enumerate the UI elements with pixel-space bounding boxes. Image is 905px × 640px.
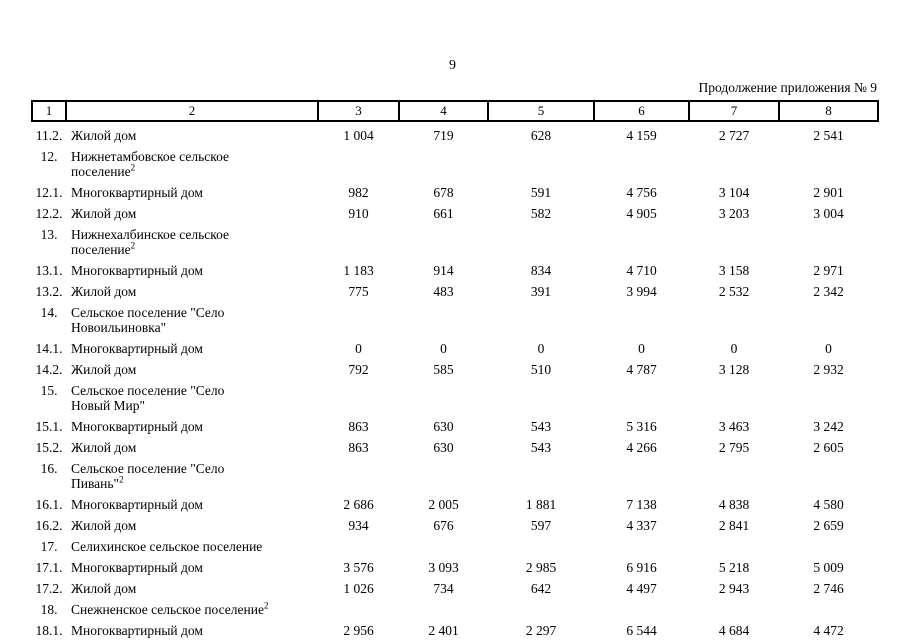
- value-cell: 863: [348, 419, 369, 434]
- group-row: [32, 224, 878, 260]
- value-cell: 630: [433, 419, 454, 434]
- row-name-cell: Многоквартирный дом: [71, 185, 203, 200]
- header-cell: 2: [66, 101, 318, 121]
- value-cell: 597: [530, 518, 552, 533]
- table-row: [32, 578, 878, 599]
- value-cell: [594, 536, 689, 557]
- row-name-cell: Нижнетамбовское сельское поселение$^2$: [71, 149, 229, 179]
- value-cell: 630: [433, 440, 454, 455]
- value-cell: 2 401: [428, 623, 459, 638]
- value-cell: 6 916: [626, 560, 657, 575]
- row-number-cell: 13.1.: [35, 263, 63, 278]
- value-cell: [779, 302, 878, 338]
- value-cell: 4 472: [813, 623, 844, 638]
- value-cell: [399, 224, 488, 260]
- value-cell: 1 881: [525, 497, 557, 512]
- value-cell: [488, 458, 594, 494]
- header-cell: 6: [594, 101, 689, 121]
- value-cell: 0: [638, 341, 645, 356]
- value-cell: 2 342: [813, 284, 844, 299]
- row-name-cell: Многоквартирный дом: [71, 341, 203, 356]
- value-cell: 543: [530, 440, 552, 455]
- value-cell: [488, 536, 594, 557]
- row-name-cell: Жилой дом: [71, 284, 137, 299]
- table-row: [32, 203, 878, 224]
- value-cell: 4 905: [626, 206, 657, 221]
- value-cell: [779, 146, 878, 182]
- value-cell: 4 838: [718, 497, 750, 512]
- value-cell: [594, 224, 689, 260]
- header-cell: 7: [689, 101, 779, 121]
- group-row: [32, 536, 878, 557]
- value-cell: 3 203: [718, 206, 750, 221]
- value-cell: 3 576: [343, 560, 374, 575]
- value-cell: 834: [530, 263, 552, 278]
- value-cell: 676: [433, 518, 454, 533]
- value-cell: 2 532: [718, 284, 750, 299]
- value-cell: [488, 224, 594, 260]
- header-row: [32, 101, 878, 121]
- row-number-cell: 16.2.: [35, 518, 63, 533]
- value-cell: 5 218: [718, 560, 750, 575]
- value-cell: [318, 380, 399, 416]
- value-cell: 3 463: [718, 419, 750, 434]
- value-cell: 661: [433, 206, 454, 221]
- value-cell: 2 943: [718, 581, 750, 596]
- value-cell: [689, 536, 779, 557]
- value-cell: 863: [348, 440, 369, 455]
- value-cell: 4 580: [813, 497, 844, 512]
- row-name-cell: Многоквартирный дом: [71, 623, 203, 638]
- value-cell: [488, 380, 594, 416]
- value-cell: 4 684: [718, 623, 750, 638]
- value-cell: 591: [530, 185, 552, 200]
- row-name-cell: Многоквартирный дом: [71, 560, 203, 575]
- value-cell: [689, 599, 779, 620]
- footnote-marker: 2: [119, 474, 124, 485]
- table-row: [32, 281, 878, 302]
- value-cell: 7 138: [626, 497, 657, 512]
- group-row: [32, 380, 878, 416]
- value-cell: 3 158: [718, 263, 750, 278]
- value-cell: 775: [348, 284, 369, 299]
- row-number-cell: 18.1.: [35, 623, 63, 638]
- value-cell: 1 026: [343, 581, 374, 596]
- value-cell: 2 985: [525, 560, 557, 575]
- page-number: 9: [449, 58, 456, 73]
- row-name-cell: Селихинское сельское поселение: [71, 539, 263, 554]
- table-row: [32, 182, 878, 203]
- value-cell: 792: [348, 362, 369, 377]
- header-cell: 5: [488, 101, 594, 121]
- value-cell: 734: [433, 581, 454, 596]
- row-name-cell: Многоквартирный дом: [71, 263, 203, 278]
- value-cell: 3 994: [626, 284, 657, 299]
- row-number-cell: 12.2.: [35, 206, 63, 221]
- row-number-cell: 16.: [40, 461, 58, 476]
- value-cell: 4 710: [626, 263, 657, 278]
- row-number-cell: 13.2.: [35, 284, 63, 299]
- table-row: [32, 260, 878, 281]
- table-row: [32, 494, 878, 515]
- value-cell: 1 004: [343, 128, 374, 143]
- group-row: [32, 599, 878, 620]
- value-cell: 2 971: [813, 263, 844, 278]
- value-cell: [594, 146, 689, 182]
- value-cell: 934: [348, 518, 369, 533]
- value-cell: 510: [530, 362, 552, 377]
- value-cell: [318, 599, 399, 620]
- value-cell: 2 686: [343, 497, 374, 512]
- value-cell: 4 337: [626, 518, 657, 533]
- row-name-cell: Сельское поселение "Село Новоильиновка": [71, 305, 225, 335]
- table-row: [32, 416, 878, 437]
- header-cell: 3: [318, 101, 399, 121]
- row-name-cell: Многоквартирный дом: [71, 497, 203, 512]
- value-cell: 3 004: [813, 206, 844, 221]
- value-cell: 0: [440, 341, 447, 356]
- row-number-cell: 16.1.: [35, 497, 63, 512]
- row-name-cell: Сельское поселение "Село Новый Мир": [71, 383, 225, 413]
- footnote-marker: 2: [130, 240, 136, 251]
- value-cell: 910: [348, 206, 369, 221]
- appendix-table: [31, 100, 879, 640]
- value-cell: 4 266: [626, 440, 657, 455]
- value-cell: [689, 458, 779, 494]
- value-cell: [488, 302, 594, 338]
- row-number-cell: 12.: [40, 149, 58, 164]
- value-cell: [318, 302, 399, 338]
- value-cell: [594, 302, 689, 338]
- row-number-cell: 15.1.: [35, 419, 63, 434]
- table-row: [32, 515, 878, 536]
- row-number-cell: 14.: [40, 305, 58, 320]
- value-cell: [318, 536, 399, 557]
- value-cell: [399, 302, 488, 338]
- value-cell: [689, 380, 779, 416]
- row-name-cell: Жилой дом: [71, 518, 137, 533]
- row-name-cell: Жилой дом: [71, 362, 137, 377]
- value-cell: [594, 599, 689, 620]
- value-cell: 982: [348, 185, 369, 200]
- value-cell: [318, 224, 399, 260]
- row-number-cell: 17.1.: [35, 560, 63, 575]
- header-cell: 4: [399, 101, 488, 121]
- value-cell: 582: [530, 206, 552, 221]
- group-row: [32, 302, 878, 338]
- value-cell: [779, 458, 878, 494]
- value-cell: [399, 599, 488, 620]
- row-name-cell: Жилой дом: [71, 440, 137, 455]
- value-cell: 391: [530, 284, 552, 299]
- value-cell: 3 093: [428, 560, 459, 575]
- value-cell: 2 541: [813, 128, 844, 143]
- row-name-cell: Жилой дом: [71, 581, 137, 596]
- row-number-cell: 13.: [40, 227, 58, 242]
- value-cell: 0: [730, 341, 738, 356]
- group-row: [32, 458, 878, 494]
- value-cell: [488, 146, 594, 182]
- value-cell: [779, 536, 878, 557]
- value-cell: 4 787: [626, 362, 657, 377]
- value-cell: 0: [825, 341, 832, 356]
- footnote-marker: 2: [263, 600, 269, 611]
- value-cell: 3 128: [718, 362, 750, 377]
- header-cell: 8: [779, 101, 878, 121]
- value-cell: 2 901: [813, 185, 844, 200]
- table-row: [32, 338, 878, 359]
- table-row: [32, 557, 878, 578]
- value-cell: [318, 146, 399, 182]
- table-body: [32, 121, 878, 640]
- group-row: [32, 146, 878, 182]
- value-cell: [689, 146, 779, 182]
- row-name-cell: Жилой дом: [71, 206, 137, 221]
- value-cell: 914: [433, 263, 454, 278]
- value-cell: 2 841: [718, 518, 750, 533]
- value-cell: 628: [530, 128, 552, 143]
- row-number-cell: 14.2.: [35, 362, 63, 377]
- value-cell: [399, 380, 488, 416]
- value-cell: 5 316: [626, 419, 657, 434]
- value-cell: 0: [537, 341, 545, 356]
- value-cell: [399, 536, 488, 557]
- row-number-cell: 17.2.: [35, 581, 63, 596]
- row-name-cell: Нижнехалбинское сельское поселение$^2$: [71, 227, 230, 257]
- row-number-cell: 18.: [40, 602, 58, 617]
- value-cell: 678: [433, 185, 454, 200]
- table-row: [32, 437, 878, 458]
- table-header: [32, 101, 878, 121]
- value-cell: 2 932: [813, 362, 844, 377]
- table-row: [32, 121, 878, 146]
- value-cell: 543: [530, 419, 552, 434]
- row-name-cell: Снежненское сельское поселение$^2$: [71, 600, 269, 617]
- value-cell: 4 159: [626, 128, 657, 143]
- value-cell: 3 104: [718, 185, 750, 200]
- row-number-cell: 12.1.: [35, 185, 63, 200]
- value-cell: [318, 458, 399, 494]
- value-cell: 4 756: [626, 185, 657, 200]
- footnote-marker: 2: [130, 162, 136, 173]
- value-cell: [488, 599, 594, 620]
- row-number-cell: 14.1.: [35, 341, 63, 356]
- row-name-cell: Многоквартирный дом: [71, 419, 203, 434]
- value-cell: 2 956: [343, 623, 374, 638]
- value-cell: [594, 458, 689, 494]
- value-cell: 6 544: [626, 623, 657, 638]
- row-number-cell: 15.: [40, 383, 58, 398]
- value-cell: 2 727: [718, 128, 750, 143]
- header-cell: 1: [32, 101, 66, 121]
- value-cell: 2 005: [428, 497, 459, 512]
- value-cell: 2 795: [718, 440, 750, 455]
- row-number-cell: 15.2.: [35, 440, 63, 455]
- continuation-note: Продолжение приложения № 9: [698, 80, 877, 95]
- value-cell: 1 183: [343, 263, 374, 278]
- value-cell: 5 009: [813, 560, 844, 575]
- value-cell: 0: [355, 341, 362, 356]
- row-number-cell: 11.2.: [35, 128, 63, 143]
- value-cell: [689, 302, 779, 338]
- value-cell: 483: [433, 284, 454, 299]
- table-row: [32, 620, 878, 640]
- table-row: [32, 359, 878, 380]
- value-cell: 2 746: [813, 581, 844, 596]
- value-cell: [594, 380, 689, 416]
- value-cell: 2 605: [813, 440, 844, 455]
- value-cell: 585: [433, 362, 454, 377]
- value-cell: [399, 146, 488, 182]
- row-number-cell: 17.: [40, 539, 58, 554]
- value-cell: 2 659: [813, 518, 844, 533]
- value-cell: 642: [530, 581, 552, 596]
- value-cell: 4 497: [626, 581, 657, 596]
- value-cell: 719: [433, 128, 454, 143]
- value-cell: 3 242: [813, 419, 844, 434]
- row-name-cell: Жилой дом: [71, 128, 137, 143]
- value-cell: [399, 458, 488, 494]
- value-cell: [689, 224, 779, 260]
- row-name-cell: Сельское поселение "Село Пивань"$^2$: [71, 461, 225, 491]
- value-cell: [779, 380, 878, 416]
- value-cell: 2 297: [525, 623, 557, 638]
- value-cell: [779, 599, 878, 620]
- value-cell: [779, 224, 878, 260]
